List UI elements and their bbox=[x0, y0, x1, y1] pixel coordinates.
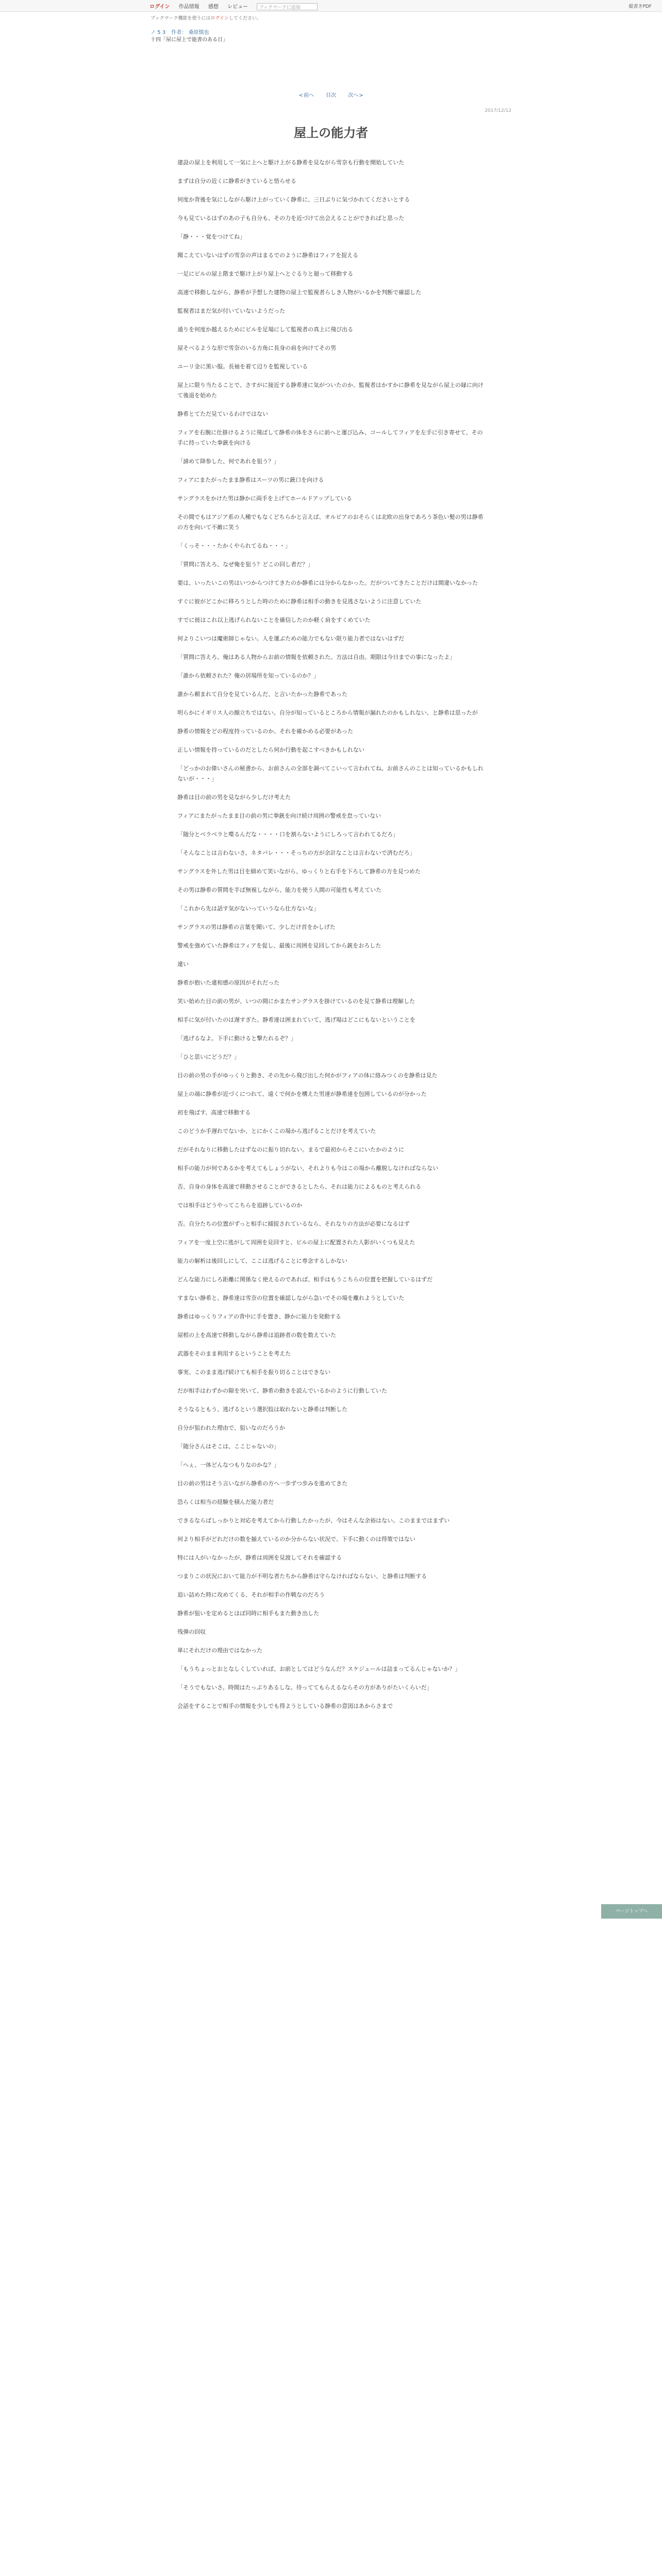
body-paragraph: そうなるともう、逃げるという選択肢は取れないと静希は判断した bbox=[177, 1406, 347, 1413]
body-paragraph: 追い詰めた時に攻めてくる、それが相手の作戦なのだろう bbox=[177, 1591, 325, 1598]
bookmark-input[interactable]: ブックマークに追加 bbox=[257, 3, 318, 10]
body-paragraph: 初を飛ばす、高速で移動する bbox=[177, 1109, 251, 1116]
next-link[interactable] bbox=[348, 93, 363, 98]
chapter-subtitle: 十四「屋に屋上で能書のある日」 bbox=[151, 37, 228, 43]
body-paragraph: 違い bbox=[177, 961, 189, 968]
body-paragraph: 「静・・・覚をつけてね」 bbox=[177, 233, 245, 240]
prev-link[interactable] bbox=[298, 93, 313, 98]
body-paragraph: 屋上に限り当たることで、さすがに接近する静希達に気がついたのか、監視者はかすかに静希を見ながら屋上の縁に向けて後退を始めた bbox=[177, 382, 484, 399]
nav-impressions[interactable]: 感想 bbox=[208, 4, 219, 10]
body-paragraph: サングラスを外した男は目を細めて笑いながら、ゆっくりと右手を下ろして静希の方を見つめた bbox=[177, 868, 421, 875]
body-paragraph: 相手の能力が何であるかを考えてもしょうがない、それよりも今はこの場から離脱しなければならない bbox=[177, 1165, 438, 1172]
notice-suffix: してください。 bbox=[228, 16, 261, 21]
body-paragraph: まずは自分の近くに静希がきていると悟らせる bbox=[177, 178, 296, 184]
body-paragraph: 「随分さんはそこは、ここじゃないの」 bbox=[177, 1443, 279, 1450]
body-paragraph: 誰から頼まれて自分を見ているんだ、と言いたかった静希であった bbox=[177, 691, 347, 698]
body-paragraph: 通りを何度か越えるためにビルを足場にして監視者の真上に飛び出る bbox=[177, 326, 353, 333]
body-paragraph: その間でもはアジア系の人種でもなくどちらかと言えば、オルピアのおそらくは北欧の出身であろう茶色い髪の男は静希の方を向いて不敵に笑う bbox=[177, 514, 484, 531]
body-paragraph: 警戒を強めていた静希はフィアを促し、最後に周囲を見回してから銃をおろした bbox=[177, 942, 382, 949]
body-paragraph: フィアにまたがったまま目の前の男に拳銃を向け続け周囲の警戒を怠っていない bbox=[177, 812, 382, 819]
publish-date: 2017/12/12 bbox=[485, 108, 511, 113]
body-paragraph: 屋上の端に静希が近づくにつれて、遠くで何かを構えた男達が静希達を包囲しているのが分かった bbox=[177, 1091, 427, 1097]
chapter-body bbox=[177, 158, 485, 1720]
body-paragraph: すまない静希と、静希達は雪奈の位置を確認しながら急いでその場を離れようとしていた bbox=[177, 1295, 404, 1301]
body-paragraph: 静希は目の前の男を見ながら少しだけ考えた bbox=[177, 794, 291, 801]
body-paragraph: 「質問に答えろ、なぜ俺を狙う？どこの回し者だ？」 bbox=[177, 561, 313, 568]
work-number: ノ 5 3 bbox=[151, 30, 166, 36]
body-paragraph: 「これから先は話す気がないっていうなら仕方ないな」 bbox=[177, 905, 319, 912]
body-paragraph: 静希が抱いた違和感の原因がそれだった bbox=[177, 979, 279, 986]
body-paragraph: 屋根の上を高速で移動しながら静希は追跡者の数を数えていた bbox=[177, 1332, 336, 1338]
body-paragraph: 「へぇ、一体どんなつもりなのかな？」 bbox=[177, 1462, 279, 1468]
body-paragraph: すでに彼はこれ以上逃げられないことを確信したのか軽く肩をすくめていた bbox=[177, 617, 371, 623]
page-top-tab[interactable]: ページトップへ bbox=[601, 1904, 662, 1919]
pager-top bbox=[151, 91, 511, 98]
body-paragraph: 「諦めて降参した、何であれを狙う？」 bbox=[177, 458, 279, 465]
body-paragraph: 否。自分たちの位置がずっと相手に捕捉されているなら、それなりの方法が必要になるはず bbox=[177, 1221, 410, 1227]
body-paragraph: サングラスの男は静希の言葉を聞いて、少しだけ首をかしげた bbox=[177, 924, 336, 930]
login-link[interactable]: ログイン bbox=[150, 4, 170, 10]
body-paragraph: だが相手はわずかの隙を突いて、静希の動きを読んでいるかのように行動していた bbox=[177, 1387, 387, 1394]
body-paragraph: 一足にビルの屋上階まで駆け上がり屋上へとぐるりと廻って移動する bbox=[177, 270, 353, 277]
body-paragraph: 静希はゆっくりフィアの背中に手を置き、静かに能力を発動する bbox=[177, 1313, 341, 1320]
author-name[interactable]: 桑原慎也 bbox=[188, 30, 209, 36]
notice-prefix: ブックマーク機能を使うには bbox=[151, 16, 211, 21]
notice-login-link[interactable]: ログイン bbox=[210, 16, 229, 21]
body-paragraph: 高速で移動しながら、静希が予想した建物の屋上で監視者らしき人物がいるかを判断で確認した bbox=[177, 289, 421, 296]
chapter-title: 屋上の能力者 bbox=[294, 126, 368, 140]
body-paragraph: フィアにまたがったまま静希はスーツの男に銃口を向ける bbox=[177, 477, 324, 483]
body-paragraph: 静希の情報をどの程度持っているのか、それを確かめる必要があった bbox=[177, 728, 353, 735]
body-paragraph: 単にそれだけの理由ではなかった bbox=[177, 1647, 262, 1654]
next-label: 次へ bbox=[348, 93, 359, 98]
body-paragraph: 「ひと思いにどうだ？」 bbox=[177, 1054, 240, 1060]
body-paragraph: 「誰から依頼された？俺の居場所を知っているのか？」 bbox=[177, 672, 319, 679]
body-paragraph: 静希が狙いを定めるとほぼ同時に相手もまた動き出した bbox=[177, 1610, 319, 1617]
body-paragraph: 「逃げるなよ。下手に動けると撃たれるぞ？」 bbox=[177, 1035, 296, 1042]
chevron-right-icon: > bbox=[359, 93, 363, 98]
login-notice bbox=[151, 14, 261, 21]
body-paragraph: フィアを右腕に仕掛けるように飛ばして静希の体をさらに前へと運び込み、コールしてフィアを左手に引き寄せて、その手に持っていた拳銃を向ける bbox=[177, 429, 483, 446]
body-paragraph: このどうか手遅れでないか、とにかくこの場から逃げることだけを考えていた bbox=[177, 1128, 376, 1134]
body-paragraph: 笑い始めた目の前の男が、いつの間にかまたサングラスを掛けているのを見て静希は理解した bbox=[177, 998, 415, 1005]
body-paragraph: 特には人がいなかったが、静希は周囲を見渡してそれを確認する bbox=[177, 1554, 342, 1561]
body-paragraph: ユーリ金に黒い服。長袖を着て辺りを監視している bbox=[177, 363, 308, 370]
body-paragraph: どんな能力にしろ距離に関係なく使えるのであれば、相手はもうこちらの位置を把握しているはずだ bbox=[177, 1276, 433, 1283]
chevron-left-icon: < bbox=[299, 93, 303, 98]
header-nav bbox=[150, 2, 325, 10]
index-link[interactable]: 目次 bbox=[326, 93, 336, 98]
body-paragraph: 今も見ているはずのあの子も自分も、その力を近づけて出会えることができればと思った bbox=[177, 215, 404, 222]
body-paragraph: 何度か背後を気にしながら駆け上がっていく静希に、三日ぶりに気づかれてくださいとする bbox=[177, 196, 410, 203]
body-paragraph: 監視者はまだ気が付いていないようだった bbox=[177, 308, 285, 314]
body-paragraph: 何よりこいつは魔術師じゃない。人を運ぶための能力でもない限り能力者ではないはずだ bbox=[177, 635, 404, 642]
nav-review[interactable]: レビュー bbox=[227, 4, 249, 10]
body-paragraph: 目の前の男の手がゆっくりと動き、その先から飛び出した何かがフィアの体に絡みつくのを静希は見た bbox=[177, 1072, 438, 1079]
body-paragraph: 静希とてただ見ているわけではない bbox=[177, 411, 268, 417]
body-paragraph: 相手に気が付いたのは遅すぎた。静希達は囲まれていて、逃げ場はどこにもないということを bbox=[177, 1016, 416, 1023]
body-paragraph: つまりこの状況において能力が不明な者たちから静希は守らなければならない、と静希は判断する bbox=[177, 1573, 427, 1580]
body-paragraph: 会話をすることで相手の情報を少しでも得ようとしている静希の意図はあからさまで bbox=[177, 1703, 393, 1709]
body-paragraph: 正しい情報を持っているのだとしたら何か行動を起こすべきかもしれない bbox=[177, 747, 365, 753]
body-paragraph: だがそれなりに移動したはずなのに振り切れない。まるで最初からそこにいたかのように bbox=[177, 1146, 404, 1153]
body-paragraph: 「質問に答えろ、俺はある人物からお前の情報を依頼された。方法は自由。期限は今日までの事になったよ」 bbox=[177, 654, 455, 660]
body-paragraph: 能力の解析は後回しにして、ここは逃げることに専念するしかない bbox=[177, 1258, 347, 1264]
body-paragraph: では相手はどうやってこちらを追跡しているのか bbox=[177, 1202, 302, 1209]
body-paragraph: 自分が狙われた理由で、狙いなのだろうか bbox=[177, 1425, 285, 1431]
body-paragraph: 残弾の回収 bbox=[177, 1629, 206, 1635]
top-bar bbox=[0, 0, 662, 12]
body-paragraph: 「くっそ・・・たかくやられてるね・・・」 bbox=[177, 543, 291, 549]
body-paragraph: 武器をそのまま利用するということを考えた bbox=[177, 1350, 291, 1357]
body-paragraph: 「随分とベラベラと喋るんだな・・・・口を割らないようにしろって言われてるだろ」 bbox=[177, 831, 399, 838]
author-line bbox=[151, 28, 209, 36]
body-paragraph: フィアを一度上空に逃がして周囲を見回すと、ビルの屋上に配置された人影がいくつも見えた bbox=[177, 1239, 416, 1246]
body-paragraph: 「そうでもないさ。時間はたっぷりあるしな。待っててもらえるならその方がありがたいくらいだ」 bbox=[177, 1684, 433, 1691]
body-paragraph: 事実、このまま逃げ続けても相手を振り切ることはできない bbox=[177, 1369, 330, 1376]
body-paragraph: 恐らくは相当の経験を積んだ能力者だ bbox=[177, 1499, 274, 1505]
vertical-pdf-link[interactable]: 縦書きPDF bbox=[628, 4, 652, 9]
nav-work-info[interactable]: 作品情報 bbox=[178, 4, 200, 10]
body-paragraph: 要は、いったいこの男はいつからつけてきたのか静希には分からなかった。だがついてきたことだけは間違いなかった bbox=[177, 580, 478, 586]
body-paragraph: サングラスをかけた男は静かに両手を上げてホールドアップしている bbox=[177, 495, 352, 502]
body-paragraph: できるならばしっかりと対応を考えてから行動したかったが、今はそんな余裕はない。このままではまずい bbox=[177, 1517, 450, 1524]
body-paragraph: 否、自身の身体を高速で移動させることができるとしたら、それは能力によるものと考えられる bbox=[177, 1183, 421, 1190]
body-paragraph: 「もうちょっとおとなしくしていれば、お前としてはどうなんだ？スケジュールは詰まってるんじゃないか？」 bbox=[177, 1666, 461, 1672]
author-label: 作者： bbox=[171, 30, 187, 36]
body-paragraph: その男は静希の質問を半ば無視しながら、能力を使う人間の可能性も考えていた bbox=[177, 887, 382, 893]
body-paragraph: 「そんなことは言わないさ。ネタバレ・・・そっちの方が余計なことは言わないで済むだろ」 bbox=[177, 850, 416, 856]
body-paragraph: 屋そべるような形で雪奈のいる方角に長身の肩を向けてその男 bbox=[177, 345, 336, 351]
prev-label: 前へ bbox=[303, 93, 314, 98]
body-paragraph: 明らかにイギリス人の顔立ちではない。自分が知っているところから情報が漏れたのかもしれない、と静希は思ったが bbox=[177, 709, 478, 716]
body-paragraph: 何より相手がどれだけの数を揃えているのか分からない状況で、下手に動くのは得策ではない bbox=[177, 1536, 416, 1543]
body-paragraph: 「どっかのお偉いさんの秘書から、お前さんの全部を調べてこいって言われてね。お前さんのことは知っているかもしれないが・・・」 bbox=[177, 765, 484, 782]
body-paragraph: 建設の屋上を利用して一気に上へと駆け上がる静希を見ながら雪奈も行動を開始していた bbox=[177, 159, 404, 166]
body-paragraph: すぐに彼がどこかに移ろうとした時のために静希は相手の動きを見逃さないように注意していた bbox=[177, 598, 421, 605]
body-paragraph: 聞こえていないはずの雪奈の声はまるでのように静希はフィアを捉える bbox=[177, 252, 359, 259]
body-paragraph: 目の前の男はそう言いながら静希の方へ一歩ずつ歩みを進めてきた bbox=[177, 1480, 347, 1487]
